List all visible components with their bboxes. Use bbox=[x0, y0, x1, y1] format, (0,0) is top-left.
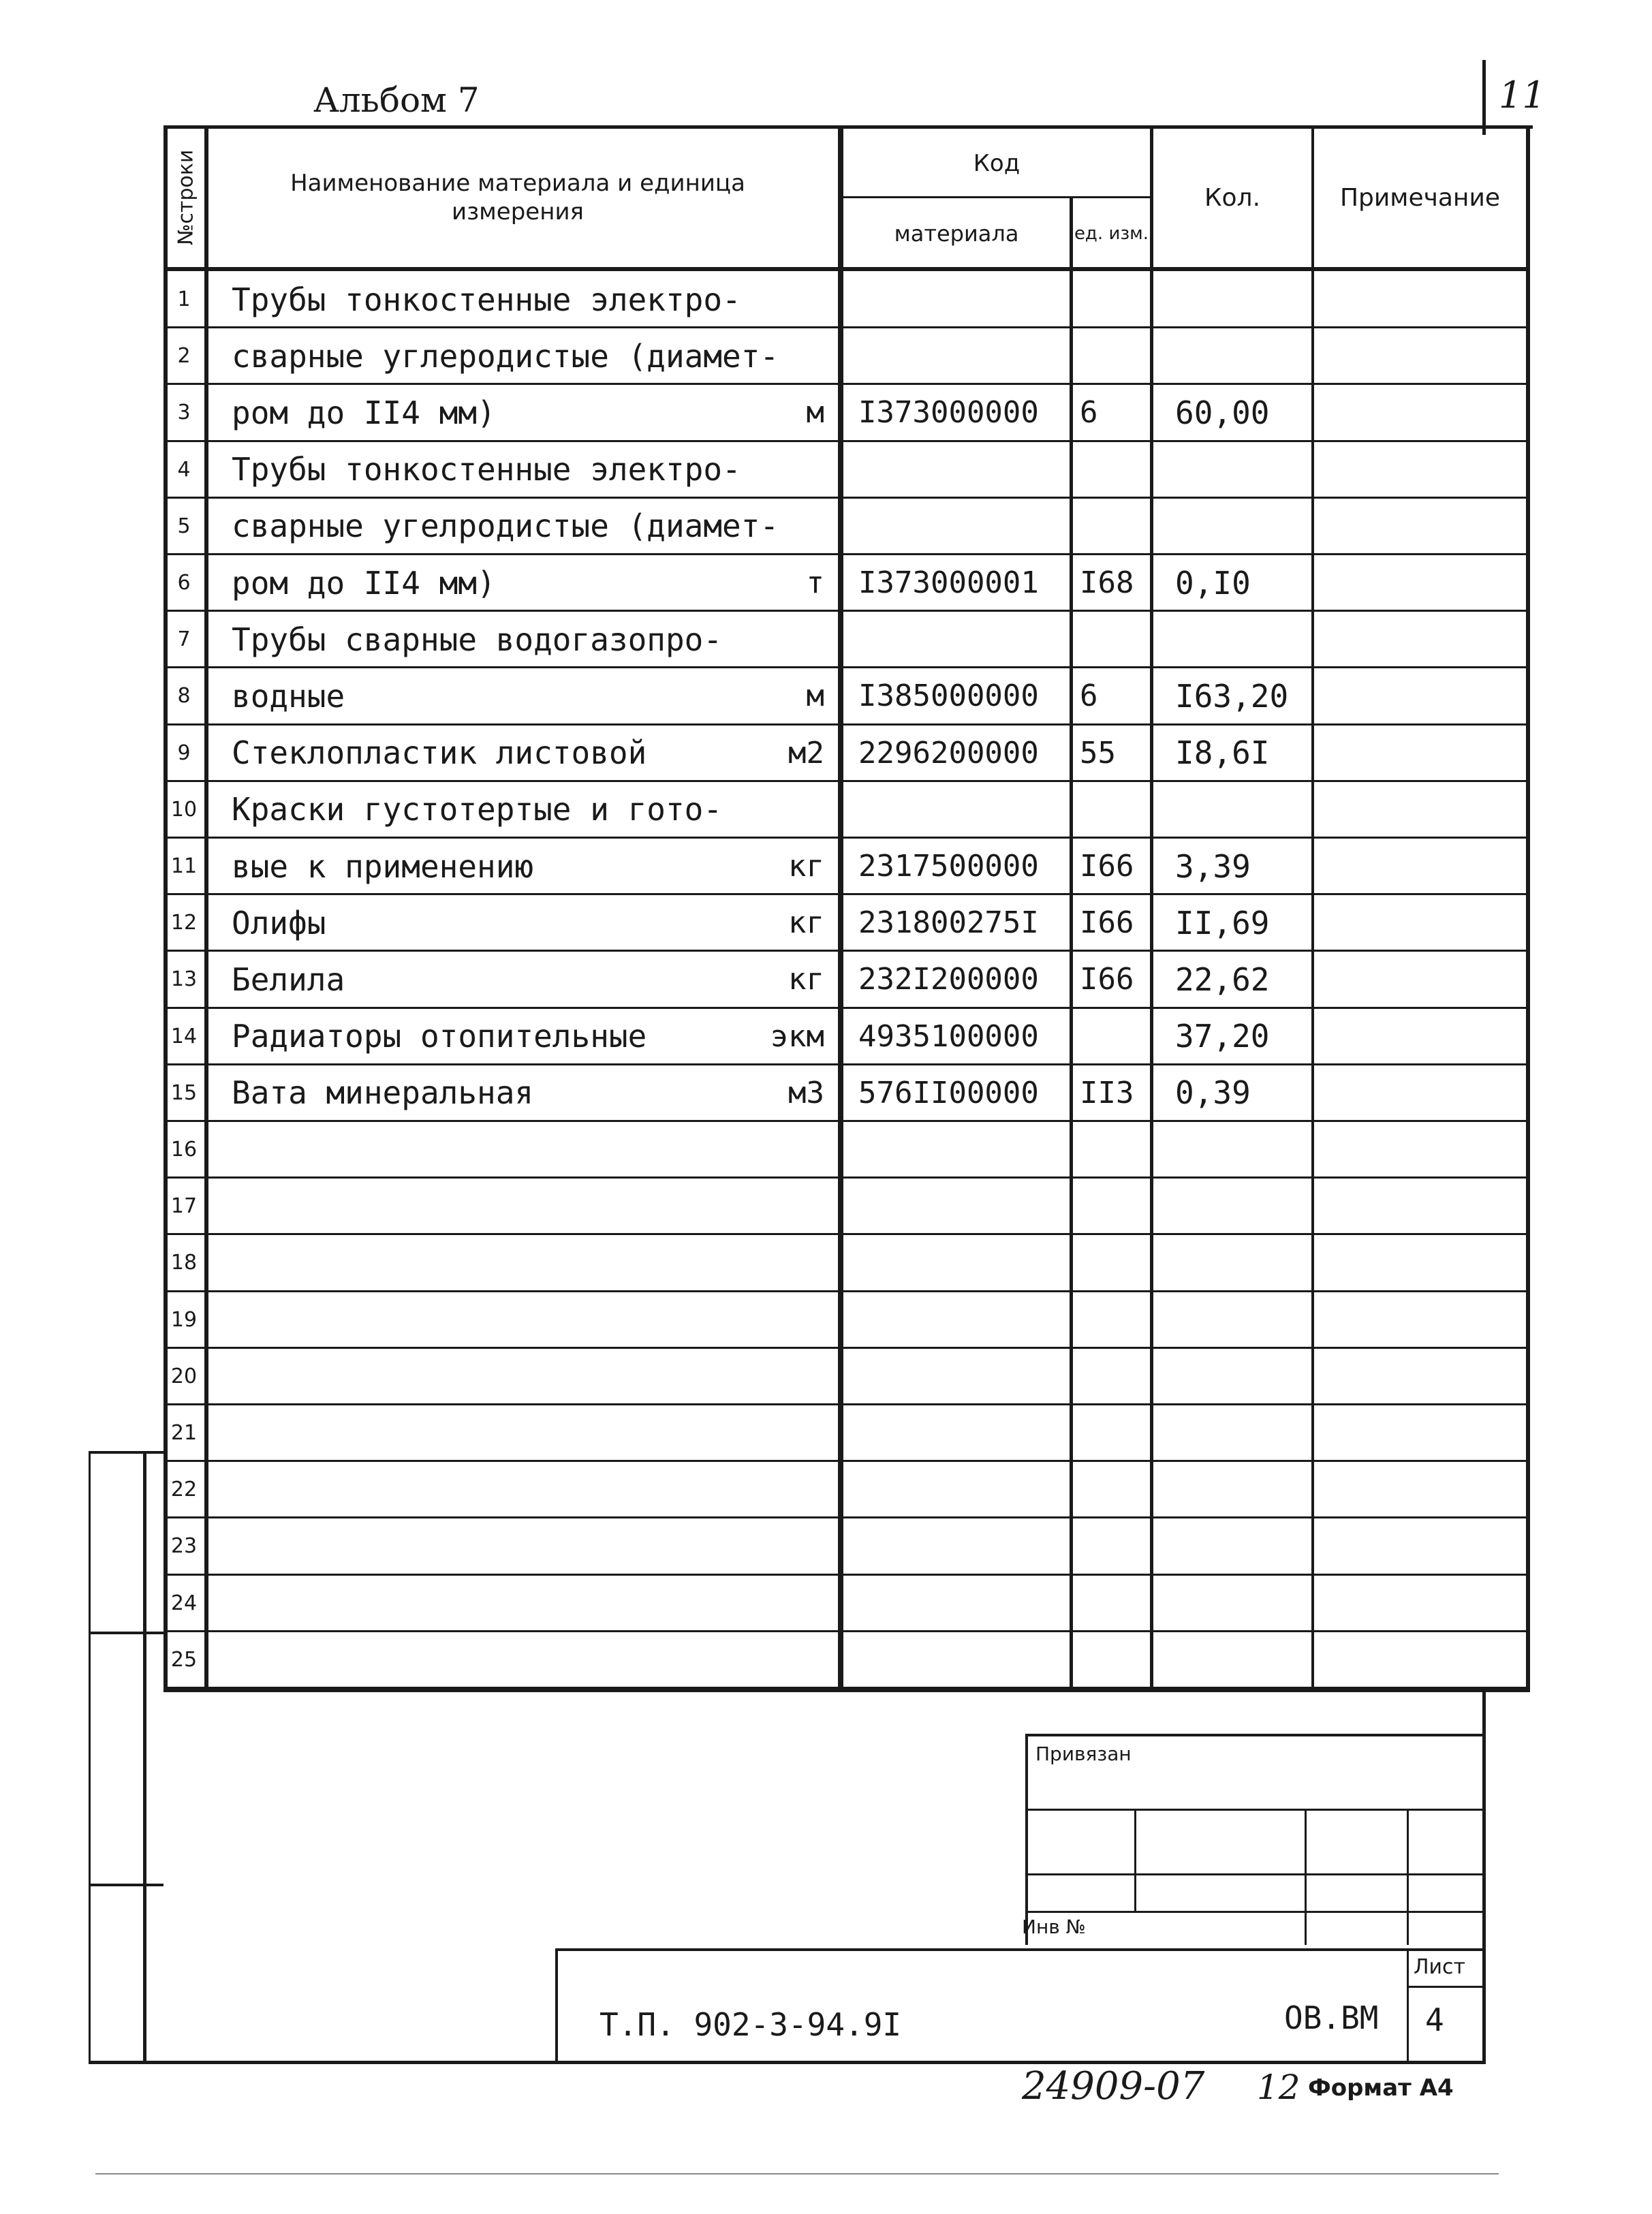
unit-code bbox=[1080, 1234, 1155, 1291]
unit-code: 6 bbox=[1080, 679, 1098, 714]
unit-code: I66 bbox=[1080, 905, 1134, 941]
quantity bbox=[1175, 781, 1325, 838]
unit-code bbox=[1080, 1292, 1155, 1348]
tb-attached-top bbox=[1025, 1734, 1485, 1736]
unit-name bbox=[756, 1461, 824, 1518]
unit-code bbox=[1080, 1405, 1155, 1461]
row-number: 7 bbox=[177, 627, 191, 652]
tb-col-1 bbox=[1134, 1809, 1136, 1911]
material-code: I385000000 bbox=[858, 679, 1039, 714]
tb-attached-left bbox=[1025, 1734, 1028, 1945]
quantity: I8,6I bbox=[1175, 734, 1270, 772]
table-row bbox=[163, 781, 1533, 838]
material-name bbox=[232, 1518, 817, 1574]
unit-name bbox=[756, 1348, 824, 1405]
margin-vertical bbox=[143, 1451, 146, 2064]
material-code bbox=[858, 1178, 1063, 1234]
quantity bbox=[1175, 1292, 1325, 1348]
table-row bbox=[163, 668, 1533, 724]
material-name: Олифы bbox=[232, 904, 326, 941]
unit-name bbox=[756, 498, 824, 555]
row-rule bbox=[163, 1687, 1530, 1689]
material-code bbox=[858, 441, 1063, 498]
note bbox=[1335, 894, 1533, 951]
table-row bbox=[163, 271, 1533, 328]
quantity: I63,20 bbox=[1175, 677, 1289, 715]
table-row bbox=[163, 384, 1533, 441]
header-note: Примечание bbox=[1339, 183, 1501, 212]
material-code bbox=[858, 1405, 1063, 1461]
unit-code: 55 bbox=[1080, 735, 1116, 770]
quantity: 3,39 bbox=[1175, 847, 1251, 885]
material-code bbox=[858, 271, 1063, 328]
margin-line-2 bbox=[89, 1632, 163, 1634]
material-code bbox=[858, 1575, 1063, 1632]
quantity bbox=[1175, 1234, 1325, 1291]
table-row bbox=[163, 1461, 1533, 1518]
table-row bbox=[163, 1178, 1533, 1234]
table-row bbox=[163, 1575, 1533, 1632]
sheet-number: 4 bbox=[1425, 2001, 1444, 2038]
unit-code bbox=[1080, 1348, 1155, 1405]
margin-line-3 bbox=[89, 1884, 163, 1886]
row-number: 10 bbox=[170, 797, 198, 822]
unit-name bbox=[756, 1292, 824, 1348]
header-row-no: №строки bbox=[174, 149, 198, 246]
material-name: Трубы тонкостенные электро- bbox=[232, 451, 741, 488]
header-code-material: материала bbox=[894, 220, 1019, 247]
material-code: I373000000 bbox=[858, 395, 1039, 431]
unit-code: I68 bbox=[1080, 565, 1134, 601]
material-code: 576II00000 bbox=[858, 1075, 1039, 1110]
quantity: 0,I0 bbox=[1175, 564, 1251, 602]
tb-row-1 bbox=[1025, 1809, 1485, 1811]
tb-col-2 bbox=[1305, 1809, 1307, 1945]
material-code bbox=[858, 1121, 1063, 1178]
project-number: Т.П. 902-3-94.9I bbox=[599, 2006, 902, 2043]
quantity bbox=[1175, 1405, 1325, 1461]
margin-vertical-outer bbox=[89, 1451, 91, 2064]
tb-col-3 bbox=[1407, 1809, 1409, 1945]
material-name: Белила bbox=[232, 961, 345, 998]
unit-name bbox=[756, 611, 824, 668]
note bbox=[1335, 1461, 1533, 1518]
material-code bbox=[858, 1348, 1063, 1405]
unit-name: экм bbox=[770, 1018, 824, 1054]
quantity bbox=[1175, 271, 1325, 328]
row-number: 24 bbox=[170, 1591, 198, 1615]
unit-code bbox=[1080, 1461, 1155, 1518]
row-number: 14 bbox=[170, 1024, 198, 1048]
quantity bbox=[1175, 611, 1325, 668]
unit-name: кг bbox=[788, 962, 824, 997]
row-number: 12 bbox=[170, 911, 198, 935]
table-row bbox=[163, 441, 1533, 498]
material-code: 232I200000 bbox=[858, 962, 1039, 997]
note bbox=[1335, 838, 1533, 894]
row-number: 9 bbox=[177, 740, 191, 765]
note bbox=[1335, 1178, 1533, 1234]
unit-name bbox=[756, 1575, 824, 1632]
format-label: Формат А4 bbox=[1308, 2074, 1454, 2102]
sheet-mark: 11 bbox=[1499, 74, 1546, 116]
unit-name: т bbox=[806, 565, 824, 601]
material-name: Радиаторы отопительные bbox=[232, 1018, 647, 1055]
quantity bbox=[1175, 1461, 1325, 1518]
table-row bbox=[163, 1065, 1533, 1121]
row-number: 6 bbox=[177, 571, 191, 595]
row-number: 8 bbox=[177, 684, 191, 708]
table-row bbox=[163, 1234, 1533, 1291]
material-name bbox=[232, 1632, 817, 1688]
row-number: 15 bbox=[170, 1080, 198, 1105]
unit-name bbox=[756, 328, 824, 384]
table-row bbox=[163, 1292, 1533, 1348]
note bbox=[1335, 668, 1533, 724]
unit-code bbox=[1080, 1575, 1155, 1632]
attached-label: Привязан bbox=[1035, 1743, 1132, 1765]
row-number: 13 bbox=[170, 967, 198, 992]
material-name: водные bbox=[232, 677, 345, 715]
unit-code bbox=[1080, 271, 1155, 328]
material-name bbox=[232, 1461, 817, 1518]
note bbox=[1335, 1405, 1533, 1461]
stamp-number: 24909-07 bbox=[1022, 2064, 1205, 2108]
row-number: 16 bbox=[170, 1138, 198, 1162]
unit-code: 6 bbox=[1080, 395, 1098, 431]
tb-row-2 bbox=[1025, 1873, 1485, 1875]
material-code bbox=[858, 1292, 1063, 1348]
note bbox=[1335, 1632, 1533, 1688]
material-name: ром до II4 мм) bbox=[232, 394, 496, 431]
row-number: 19 bbox=[170, 1307, 198, 1332]
row-number: 1 bbox=[177, 287, 191, 312]
unit-code bbox=[1080, 781, 1155, 838]
material-name bbox=[232, 1234, 817, 1291]
note bbox=[1335, 441, 1533, 498]
note bbox=[1335, 271, 1533, 328]
table-row bbox=[163, 1632, 1533, 1688]
page-bottom-line bbox=[89, 2061, 1485, 2064]
note bbox=[1335, 328, 1533, 384]
unit-name bbox=[756, 781, 824, 838]
note bbox=[1335, 1518, 1533, 1574]
unit-code bbox=[1080, 1518, 1155, 1574]
unit-name bbox=[756, 1178, 824, 1234]
page-right-lower bbox=[1482, 1688, 1486, 2064]
table-row bbox=[163, 1008, 1533, 1065]
page-footer-rule bbox=[95, 2173, 1499, 2174]
note bbox=[1335, 384, 1533, 441]
table-row bbox=[163, 838, 1533, 894]
unit-name bbox=[756, 1632, 824, 1688]
material-code: I373000001 bbox=[858, 565, 1039, 601]
row-number: 21 bbox=[170, 1421, 198, 1446]
row-number: 22 bbox=[170, 1478, 198, 1502]
row-number: 18 bbox=[170, 1251, 198, 1275]
tb-main-left bbox=[555, 1948, 558, 2064]
material-name bbox=[232, 1121, 817, 1178]
note bbox=[1335, 951, 1533, 1008]
note bbox=[1335, 1008, 1533, 1065]
material-code: 4935100000 bbox=[858, 1018, 1039, 1054]
row-number: 25 bbox=[170, 1647, 198, 1672]
table-row bbox=[163, 1348, 1533, 1405]
unit-code: I66 bbox=[1080, 849, 1134, 884]
material-name: сварные угелродистые (диамет- bbox=[232, 508, 779, 545]
album-label: Альбом 7 bbox=[313, 80, 480, 120]
row-number: 11 bbox=[170, 854, 198, 879]
material-name: сварные углеродистые (диамет- bbox=[232, 337, 779, 375]
quantity bbox=[1175, 1518, 1325, 1574]
doc-code: ОВ.ВМ bbox=[1284, 1999, 1379, 2036]
material-name bbox=[232, 1292, 817, 1348]
unit-name: м2 bbox=[788, 735, 824, 770]
material-name: ром до II4 мм) bbox=[232, 564, 496, 602]
table-row bbox=[163, 328, 1533, 384]
row-number: 4 bbox=[177, 457, 191, 482]
material-code bbox=[858, 498, 1063, 555]
tb-main-top bbox=[555, 1948, 1485, 1951]
unit-name bbox=[756, 1518, 824, 1574]
material-name: Краски густотертые и гото- bbox=[232, 791, 723, 828]
table-row bbox=[163, 611, 1533, 668]
unit-name bbox=[756, 1121, 824, 1178]
inv-no-label: Инв № bbox=[1022, 1916, 1086, 1938]
note bbox=[1335, 1234, 1533, 1291]
row-number: 20 bbox=[170, 1364, 198, 1388]
material-name bbox=[232, 1348, 817, 1405]
table-row bbox=[163, 725, 1533, 781]
material-code bbox=[858, 611, 1063, 668]
note bbox=[1335, 1348, 1533, 1405]
sheet-label: Лист bbox=[1414, 1955, 1466, 1979]
frame-right-top bbox=[1482, 60, 1486, 135]
note bbox=[1335, 781, 1533, 838]
unit-name: кг bbox=[788, 905, 824, 941]
unit-code bbox=[1080, 498, 1155, 555]
table-row bbox=[163, 1405, 1533, 1461]
material-code bbox=[858, 781, 1063, 838]
material-code bbox=[858, 1632, 1063, 1688]
quantity bbox=[1175, 441, 1325, 498]
table-row bbox=[163, 498, 1533, 555]
table-row bbox=[163, 1518, 1533, 1574]
row-number: 5 bbox=[177, 514, 191, 538]
note bbox=[1335, 611, 1533, 668]
quantity bbox=[1175, 1348, 1325, 1405]
header-name: Наименование материала и единица измерения bbox=[290, 169, 745, 225]
tb-sheet-row bbox=[1407, 1986, 1485, 1988]
material-code bbox=[858, 1234, 1063, 1291]
unit-code bbox=[1080, 328, 1155, 384]
unit-code: II3 bbox=[1080, 1075, 1134, 1110]
row-number: 2 bbox=[177, 344, 191, 369]
note bbox=[1335, 498, 1533, 555]
note bbox=[1335, 1575, 1533, 1632]
quantity bbox=[1175, 1121, 1325, 1178]
material-code: 2296200000 bbox=[858, 735, 1039, 770]
tb-row-3 bbox=[1025, 1911, 1485, 1913]
table-row bbox=[163, 1121, 1533, 1178]
unit-name bbox=[756, 271, 824, 328]
page-number: 12 bbox=[1257, 2068, 1300, 2107]
row-number: 3 bbox=[177, 401, 191, 425]
unit-code bbox=[1080, 611, 1155, 668]
table-row bbox=[163, 894, 1533, 951]
unit-name: м3 bbox=[788, 1075, 824, 1110]
unit-name bbox=[756, 1405, 824, 1461]
row-number: 23 bbox=[170, 1534, 198, 1559]
material-name: Вата минеральная bbox=[232, 1074, 534, 1112]
quantity bbox=[1175, 1632, 1325, 1688]
quantity bbox=[1175, 498, 1325, 555]
unit-name bbox=[756, 441, 824, 498]
table-row bbox=[163, 555, 1533, 611]
header-code-unit: ед. изм. bbox=[1074, 223, 1149, 244]
unit-code bbox=[1080, 1178, 1155, 1234]
code-subdivider bbox=[842, 196, 1151, 198]
margin-line-1 bbox=[89, 1451, 163, 1454]
tb-sheet-col bbox=[1407, 1948, 1409, 2064]
note bbox=[1335, 1121, 1533, 1178]
note bbox=[1335, 725, 1533, 781]
material-name: вые к применению bbox=[232, 847, 534, 885]
quantity: 60,00 bbox=[1175, 394, 1270, 431]
unit-name: кг bbox=[788, 849, 824, 884]
material-name bbox=[232, 1178, 817, 1234]
header-qty: Кол. bbox=[1204, 183, 1261, 212]
unit-code bbox=[1080, 1121, 1155, 1178]
unit-code bbox=[1080, 1008, 1155, 1065]
note bbox=[1335, 1065, 1533, 1121]
material-name bbox=[232, 1405, 817, 1461]
material-name: Стеклопластик листовой bbox=[232, 734, 647, 772]
quantity: 22,62 bbox=[1175, 961, 1270, 998]
material-name bbox=[232, 1575, 817, 1632]
frame-top bbox=[163, 125, 1533, 129]
quantity bbox=[1175, 1178, 1325, 1234]
quantity bbox=[1175, 1575, 1325, 1632]
material-code bbox=[858, 328, 1063, 384]
unit-name: м bbox=[806, 395, 824, 431]
note bbox=[1335, 1292, 1533, 1348]
unit-code: I66 bbox=[1080, 962, 1134, 997]
unit-name bbox=[756, 1234, 824, 1291]
material-code: 2317500000 bbox=[858, 849, 1039, 884]
quantity: II,69 bbox=[1175, 904, 1270, 941]
material-code bbox=[858, 1461, 1063, 1518]
quantity: 0,39 bbox=[1175, 1074, 1251, 1112]
quantity: 37,20 bbox=[1175, 1018, 1270, 1055]
table-row bbox=[163, 951, 1533, 1008]
row-number: 17 bbox=[170, 1194, 198, 1219]
material-name: Трубы тонкостенные электро- bbox=[232, 281, 741, 318]
material-code: 231800275I bbox=[858, 905, 1039, 941]
material-name: Трубы сварные водогазопро- bbox=[232, 621, 723, 658]
unit-name: м bbox=[806, 679, 824, 714]
note bbox=[1335, 555, 1533, 611]
unit-code bbox=[1080, 441, 1155, 498]
header-code: Код bbox=[973, 149, 1020, 177]
material-code bbox=[858, 1518, 1063, 1574]
quantity bbox=[1175, 328, 1325, 384]
unit-code bbox=[1080, 1632, 1155, 1688]
